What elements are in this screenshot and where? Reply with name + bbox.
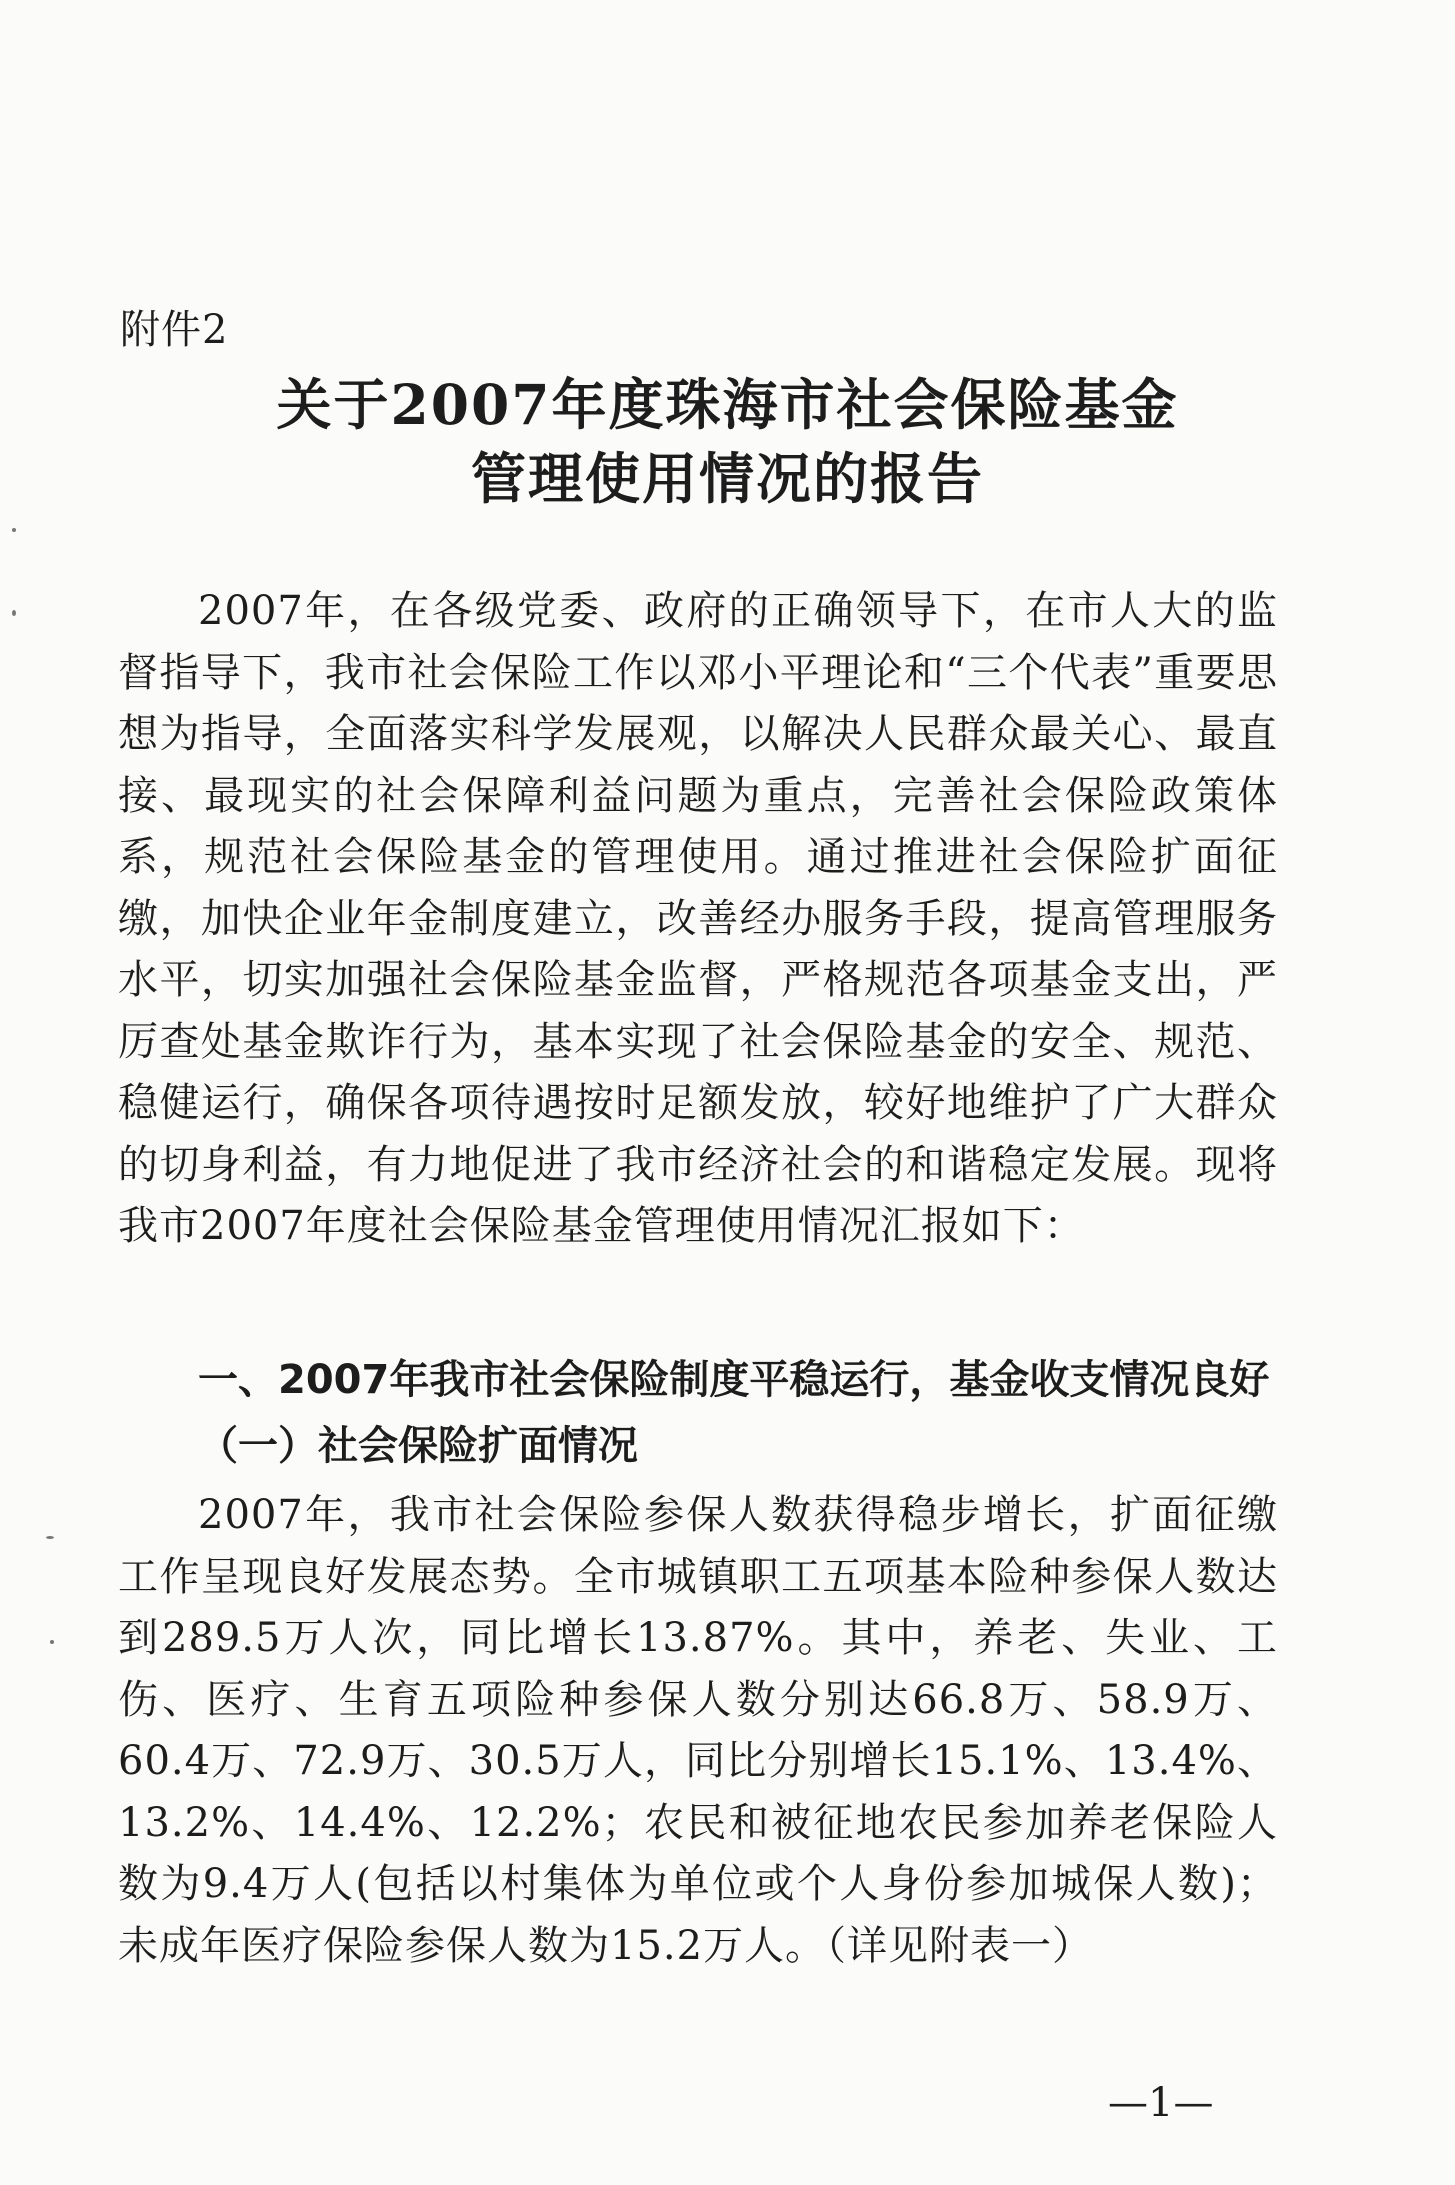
scan-speck <box>46 1536 54 1539</box>
section-heading-1: 一、2007年我市社会保险制度平稳运行，基金收支情况良好 <box>198 1357 1270 1403</box>
coverage-paragraph: 2007年，我市社会保险参保人数获得稳步增长，扩面征缴工作呈现良好发展态势。全市城镇职工五项基本险种参保人数达到289.5万人次，同比增长13.87%。其中，养老、失业、工伤、医疗、生育五项险种参保人数分别达66.8万、58.9万、60.4万、72.9万、30.5万人，同比分别增长15.1%、13.4%、13.2%、14.4%、12.2%；农民和被征地农民参加养老保险人数为9.4万人(包括以村集体为单位或个人身份参加城保人数)；未成年医疗保险参保人数为15.2万人。（详见附表一） <box>118 1492 1278 1969</box>
scan-speck <box>50 1640 54 1644</box>
attachment-label: 附件2 <box>120 307 229 353</box>
report-title-line-2: 管理使用情况的报告 <box>470 446 984 511</box>
subsection-heading-1: （一）社会保险扩面情况 <box>198 1423 638 1469</box>
intro-paragraph: 2007年，在各级党委、政府的正确领导下，在市人大的监督指导下，我市社会保险工作以邓小平理论和“三个代表”重要思想为指导，全面落实科学发展观，以解决人民群众最关心、最直接、最现实的社会保障利益问题为重点，完善社会保险政策体系，规范社会保险基金的管理使用。通过推进社会保险扩面征缴，加快企业年金制度建立，改善经办服务手段，提高管理服务水平，切实加强社会保险基金监督，严格规范各项基金支出，严厉查处基金欺诈行为，基本实现了社会保险基金的安全、规范、稳健运行，确保各项待遇按时足额发放，较好地维护了广大群众的切身利益，有力地促进了我市经济社会的和谐稳定发展。现将我市2007年度社会保险基金管理使用情况汇报如下： <box>118 588 1278 1249</box>
scan-speck <box>12 610 16 616</box>
page-number: —1— <box>1108 2080 1214 2126</box>
scan-speck <box>12 528 16 532</box>
report-title-line-1: 关于2007年度珠海市社会保险基金 <box>276 372 1179 437</box>
